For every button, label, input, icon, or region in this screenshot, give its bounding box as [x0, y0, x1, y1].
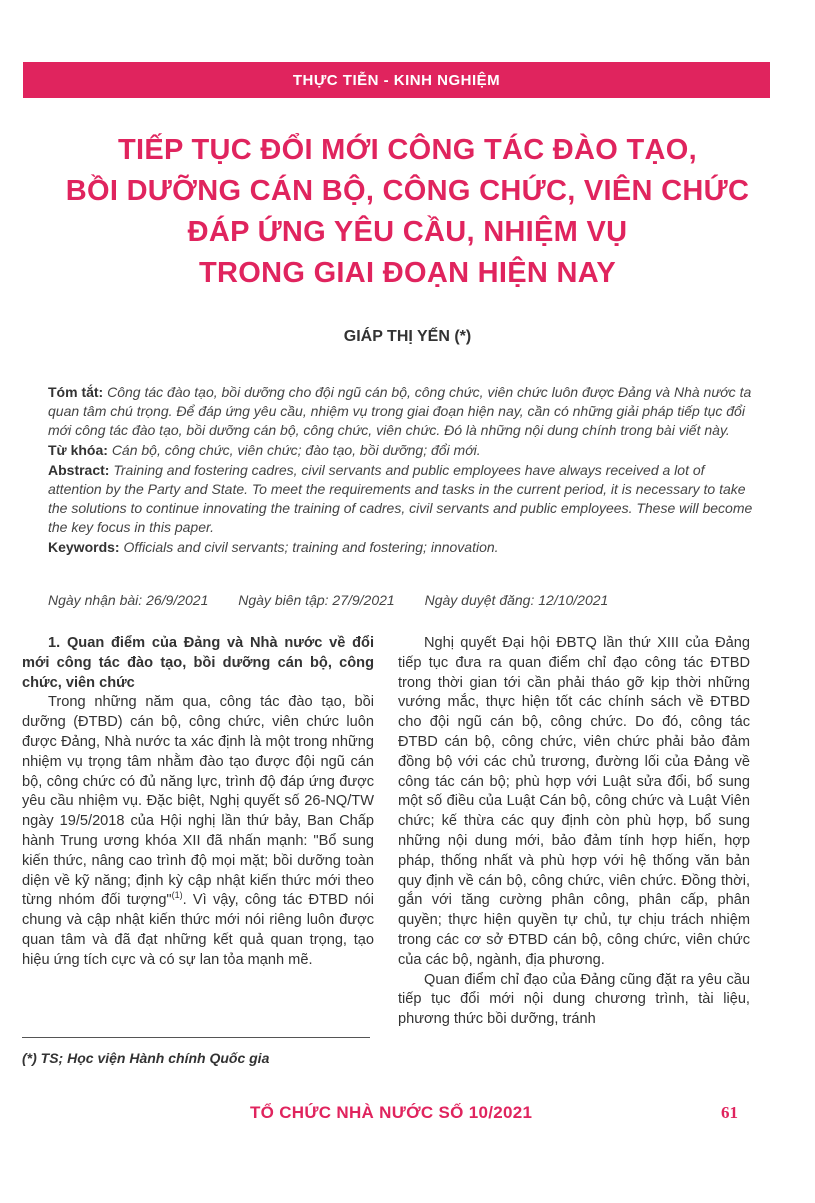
body-paragraph: Nghị quyết Đại hội ĐBTQ lần thứ XIII của Đảng tiếp tục đưa ra quan điểm chỉ đạo công tác ĐTBD trong thời gian tới cần phải tháo gỡ kịp thời những vướng mắc, thực hiện tốt các chính sách về ĐTBD cho đội ngũ cán bộ, công chức. Do đó, công tác ĐTBD cán bộ, công chức, viên chức phải bảo đảm đồng bộ với các chủ trương, đường lối của Đảng về công tác cán bộ; phù hợp với Luật sửa đổi, bổ sung một số điều của Luật Cán bộ, công chức và Luật Viên chức; kế thừa các quy định còn phù hợp, bổ sung những nội dung mới, bảo đảm tính hợp hiến, hợp pháp, thống nhất và phù hợp với hệ thống văn bản quy định về cán bộ, công chức, viên chức. Đồng thời, gắn với tăng cường phân công, phân cấp, phân quyền; thực hiện quyền tự chủ, tự chịu trách nhiệm trong các cơ sở ĐTBD cán bộ, công chức, viên chức của các bộ, ngành, địa phương.	[398, 635, 750, 968]
paragraph-text: Trong những năm qua, công tác đào tạo, bồi dưỡng (ĐTBD) cán bộ, công chức, viên chức luôn được Đảng, Nhà nước ta xác định là một trong những nhiệm vụ trọng tâm nhằm đào tạo được đội ngũ cán bộ, công chức có đủ năng lực, trình độ đáp ứng được yêu cầu nhiệm vụ. Đặc biệt, Nghị quyết số 26-NQ/TW ngày 19/5/2018 của Hội nghị lần thứ bảy, Ban Chấp hành Trung ương khóa XII đã nhấn mạnh: "Bổ sung kiến thức, nâng cao trình độ mọi mặt; bồi dưỡng toàn diện về kỹ năng; định kỳ cập nhật kiến thức mới theo từng nhóm đối tượng"	[22, 694, 374, 909]
section-label-bar	[23, 62, 770, 98]
footnote-divider	[22, 1037, 370, 1038]
paragraph-text-cont: . Vì vậy, công tác ĐTBD nói chung và cập nhật kiến thức mới nói riêng luôn được quan tâm và đã đạt những kết quả quan trọng, tạo hiệu ứng tích cực và có sự lan tỏa mạnh mẽ.	[22, 892, 375, 968]
journal-footer: TỔ CHỨC NHÀ NƯỚC SỐ 10/2021	[250, 1103, 533, 1122]
summary-vi	[48, 383, 760, 440]
keywords-vi-text: Cán bộ, công chức, viên chức; đào tạo, bồi dưỡng; đổi mới.	[111, 442, 481, 458]
date-received: Ngày nhận bài: 26/9/2021	[48, 592, 209, 608]
keywords-en-text: Officials and civil servants; training and fostering; innovation.	[123, 539, 499, 555]
title-line: TRONG GIAI ĐOẠN HIỆN NAY	[199, 257, 616, 289]
article-dates	[48, 592, 760, 608]
keywords-en	[48, 538, 760, 557]
abstract-en-label: Abstract:	[48, 462, 110, 478]
abstract-block	[48, 383, 760, 558]
keywords-vi-label: Từ khóa:	[48, 442, 108, 458]
section-heading: 1. Quan điểm của Đảng và Nhà nước về đổi mới công tác đào tạo, bồi dưỡng cán bộ, công chức, viên chức	[22, 635, 374, 691]
summary-vi-label: Tóm tắt:	[48, 384, 104, 400]
summary-vi-text: Công tác đào tạo, bồi dưỡng cho đội ngũ cán bộ, công chức, viên chức luôn được Đảng và Nhà nước ta quan tâm chú trọng. Để đáp ứng yêu cầu, nhiệm vụ trong giai đoạn hiện nay, cần có những giải pháp tiếp tục đổi mới công tác đào tạo, bồi dưỡng cán bộ, công chức, viên chức. Đó là những nội dung chính trong bài viết này.	[48, 384, 752, 438]
author-name: GIÁP THỊ YẾN (*)	[343, 328, 472, 345]
abstract-en-text: Training and fostering cadres, civil servants and public employees have always received a lot of attention by the Party and State. To meet the requirements and tasks in the current period, it is necessary to take the solutions to continue innovating the training of cadres, civil servants and public employees. These will become the key focus in this paper.	[48, 462, 753, 535]
title-line: BỒI DƯỠNG CÁN BỘ, CÔNG CHỨC, VIÊN CHỨC	[65, 175, 750, 207]
abstract-en	[48, 461, 760, 537]
page-number: 61	[721, 1103, 738, 1122]
date-edited: Ngày biên tập: 27/9/2021	[238, 592, 395, 608]
author-footnote: (*) TS; Học viện Hành chính Quốc gia	[22, 1050, 270, 1066]
keywords-vi	[48, 441, 760, 460]
keywords-en-label: Keywords:	[48, 539, 120, 555]
article-title	[0, 130, 815, 294]
body-paragraph	[22, 693, 374, 970]
date-approved: Ngày duyệt đăng: 12/10/2021	[424, 592, 609, 608]
title-line: TIẾP TỤC ĐỔI MỚI CÔNG TÁC ĐÀO TẠO,	[118, 134, 697, 166]
section-label: THỰC TIỄN - KINH NGHIỆM	[292, 72, 501, 89]
right-column	[398, 634, 750, 1030]
left-column	[22, 634, 374, 971]
title-line: ĐÁP ỨNG YÊU CẦU, NHIỆM VỤ	[187, 216, 628, 248]
footnote-ref: (1)	[171, 890, 183, 901]
body-paragraph: Quan điểm chỉ đạo của Đảng cũng đặt ra yêu cầu tiếp tục đổi mới nội dung chương trình, tài liệu, phương thức bồi dưỡng, tránh	[398, 971, 750, 1028]
